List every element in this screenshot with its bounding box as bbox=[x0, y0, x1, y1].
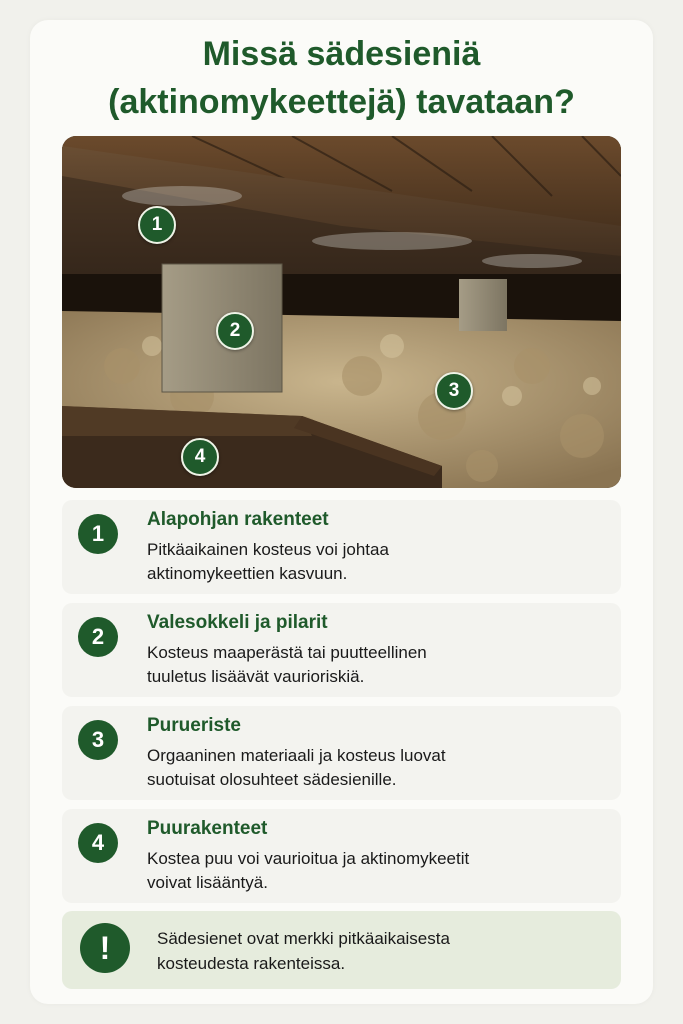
item-description bbox=[147, 847, 587, 895]
number-badge: 4 bbox=[78, 823, 118, 863]
item-title: Puurakenteet bbox=[147, 818, 268, 839]
photo-marker-3: 3 bbox=[435, 372, 473, 410]
note-text bbox=[157, 926, 597, 976]
crawlspace-photo bbox=[62, 136, 621, 488]
page-title bbox=[0, 30, 683, 126]
photo-marker-2: 2 bbox=[216, 312, 254, 350]
item-description bbox=[147, 538, 587, 586]
item-line-1: Kostea puu voi vaurioitua ja aktinomykeetit bbox=[147, 849, 470, 868]
item-line-1: Orgaaninen materiaali ja kosteus luovat bbox=[147, 746, 446, 765]
list-item bbox=[62, 603, 621, 697]
title-line-2: (aktinomykeettejä) tavataan? bbox=[108, 83, 575, 121]
item-line-1: Kosteus maaperästä tai puutteellinen bbox=[147, 643, 427, 662]
exclamation-icon: ! bbox=[80, 923, 130, 973]
item-line-1: Pitkäaikainen kosteus voi johtaa bbox=[147, 540, 389, 559]
number-badge: 2 bbox=[78, 617, 118, 657]
photo-marker-4: 4 bbox=[181, 438, 219, 476]
list-item bbox=[62, 500, 621, 594]
item-line-2: suotuisat olosuhteet sädesienille. bbox=[147, 770, 397, 789]
item-description bbox=[147, 744, 587, 792]
note-line-2: kosteudesta rakenteissa. bbox=[157, 954, 346, 973]
photo-marker-1: 1 bbox=[138, 206, 176, 244]
item-line-2: tuuletus lisäävät vaurioriskiä. bbox=[147, 667, 365, 686]
note-line-1: Sädesienet ovat merkki pitkäaikaisesta bbox=[157, 929, 450, 948]
item-title: Alapohjan rakenteet bbox=[147, 509, 329, 530]
item-title: Valesokkeli ja pilarit bbox=[147, 612, 328, 633]
number-badge: 3 bbox=[78, 720, 118, 760]
list-item bbox=[62, 706, 621, 800]
item-line-2: aktinomykeettien kasvuun. bbox=[147, 564, 348, 583]
title-line-1: Missä sädesieniä bbox=[202, 35, 481, 73]
item-title: Purueriste bbox=[147, 715, 241, 736]
item-line-2: voivat lisääntyä. bbox=[147, 873, 268, 892]
item-description bbox=[147, 641, 587, 689]
note-box bbox=[62, 911, 621, 989]
list-item bbox=[62, 809, 621, 903]
number-badge: 1 bbox=[78, 514, 118, 554]
